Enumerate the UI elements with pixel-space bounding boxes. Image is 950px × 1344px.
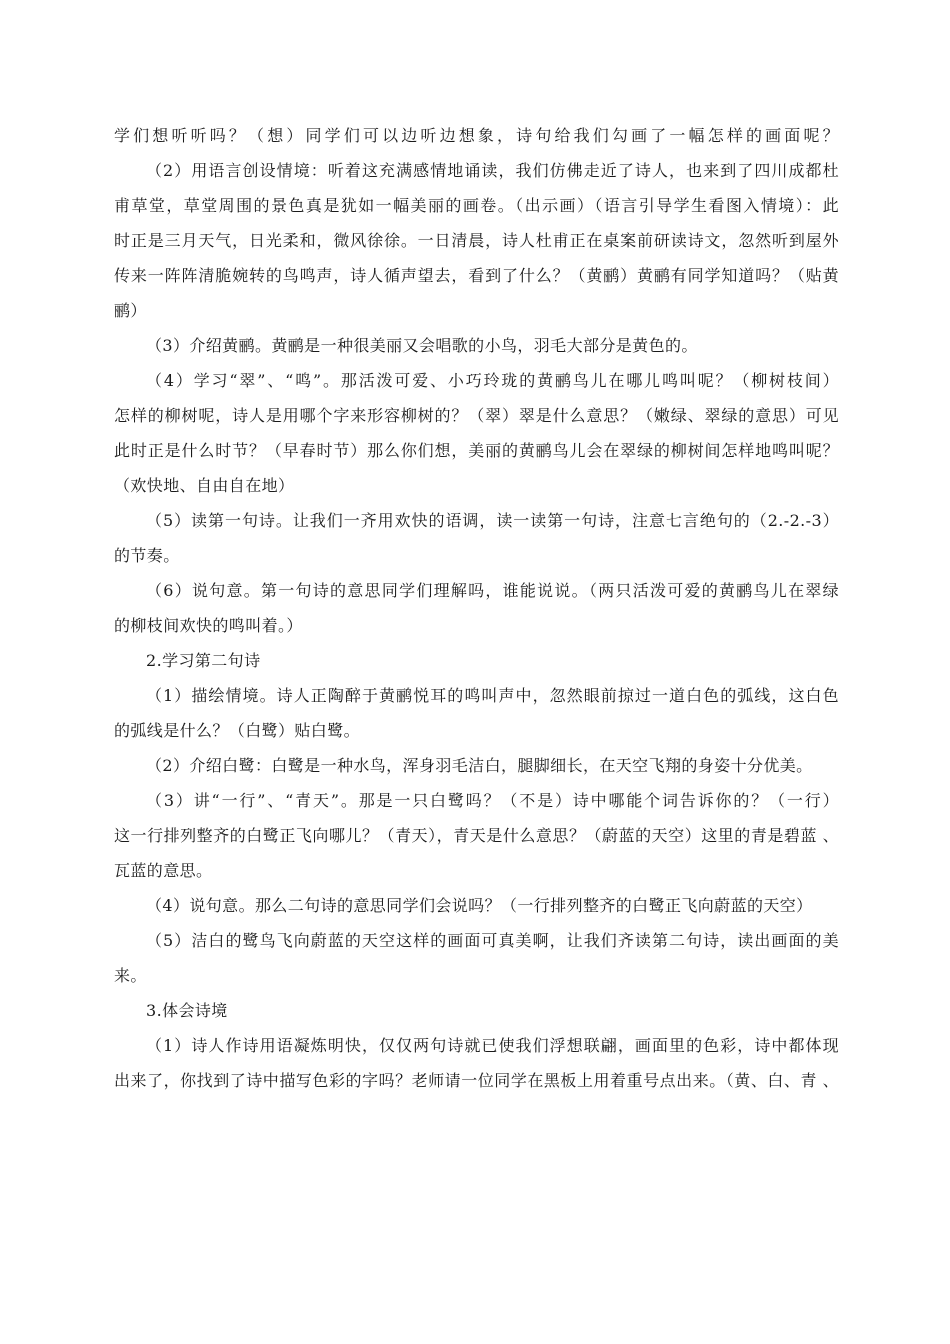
text-line: 的节奏。 [114,546,180,565]
section-heading: 2.学习第二句诗 [146,651,261,670]
text-line: （欢快地、自由自在地） [114,476,295,495]
text-line: （6）说句意。第一句诗的意思同学们理解吗，谁能说说。（两只活泼可爱的黄鹂鸟儿在翠绿 [146,581,839,600]
text-line: 这一行排列整齐的白鹭正飞向哪儿？（青天），青天是什么意思？（蔚蓝的天空）这里的青是碧蓝 、 [114,826,839,845]
text-line: 时正是三月天气，日光柔和，微风徐徐。一日清晨，诗人杜甫正在桌案前研读诗文，忽然听到屋外 [114,231,839,250]
text-line: 此时正是什么时节？（早春时节）那么你们想，美丽的黄鹂鸟儿会在翠绿的柳树间怎样地鸣叫呢？ [114,441,839,460]
text-line: 来。 [114,966,147,985]
text-line: （5）洁白的鹭鸟飞向蔚蓝的天空这样的画面可真美啊，让我们齐读第二句诗，读出画面的美 [146,931,839,950]
text-line: 的柳枝间欢快的鸣叫着。） [114,616,303,635]
text-line: 瓦蓝的意思。 [114,861,213,880]
text-line: 传来一阵阵清脆婉转的鸟鸣声，诗人循声望去，看到了什么？（黄鹂）黄鹂有同学知道吗？（贴黄 [114,266,839,285]
text-line: （4）说句意。那么二句诗的意思同学们会说吗？（一行排列整齐的白鹭正飞向蔚蓝的天空） [146,896,813,915]
text-line: （1）描绘情境。诗人正陶醉于黄鹂悦耳的鸣叫声中，忽然眼前掠过一道白色的弧线，这白色 [146,686,839,705]
text-line: （2）介绍白鹭：白鹭是一种水鸟，浑身羽毛洁白，腿脚细长，在天空飞翔的身姿十分优美。 [146,756,813,775]
text-line: （1）诗人作诗用语凝炼明快，仅仅两句诗就已使我们浮想联翩，画面里的色彩，诗中都体现 [146,1036,839,1055]
text-line: 鹂） [114,301,147,320]
text-line: 学们想听听吗？（想）同学们可以边听边想象，诗句给我们勾画了一幅怎样的画面呢？ [114,126,839,145]
text-line: 的弧线是什么？（白鹭）贴白鹭。 [114,721,361,740]
section-heading: 3.体会诗境 [146,1001,228,1020]
text-line: （2）用语言创设情境：听着这充满感情地诵读，我们仿佛走近了诗人，也来到了四川成都杜 [146,161,839,180]
text-line: 怎样的柳树呢，诗人是用哪个字来形容柳树的？（翠）翠是什么意思？（嫩绿、翠绿的意思）可见 [114,406,839,425]
text-line: 出来了，你找到了诗中描写色彩的字吗？老师请一位同学在黑板上用着重号点出来。（黄、白、青 、 [114,1071,839,1090]
text-line: 甫草堂，草堂周围的景色真是犹如一幅美丽的画卷。（出示画）（语言引导学生看图入情境）：此 [114,196,839,215]
text-line: （5）读第一句诗。让我们一齐用欢快的语调，读一读第一句诗，注意七言绝句的（2.-2.-3） [146,511,839,530]
text-line: （3）讲“一行”、“青天”。那是一只白鹭吗？（不是）诗中哪能个词告诉你的？（一行） [146,791,839,810]
text-line: （4）学习“翠”、“鸣”。那活泼可爱、小巧玲珑的黄鹂鸟儿在哪儿鸣叫呢？（柳树枝间） [146,371,839,390]
text-line: （3）介绍黄鹂。黄鹂是一种很美丽又会唱歌的小鸟，羽毛大部分是黄色的。 [146,336,698,355]
